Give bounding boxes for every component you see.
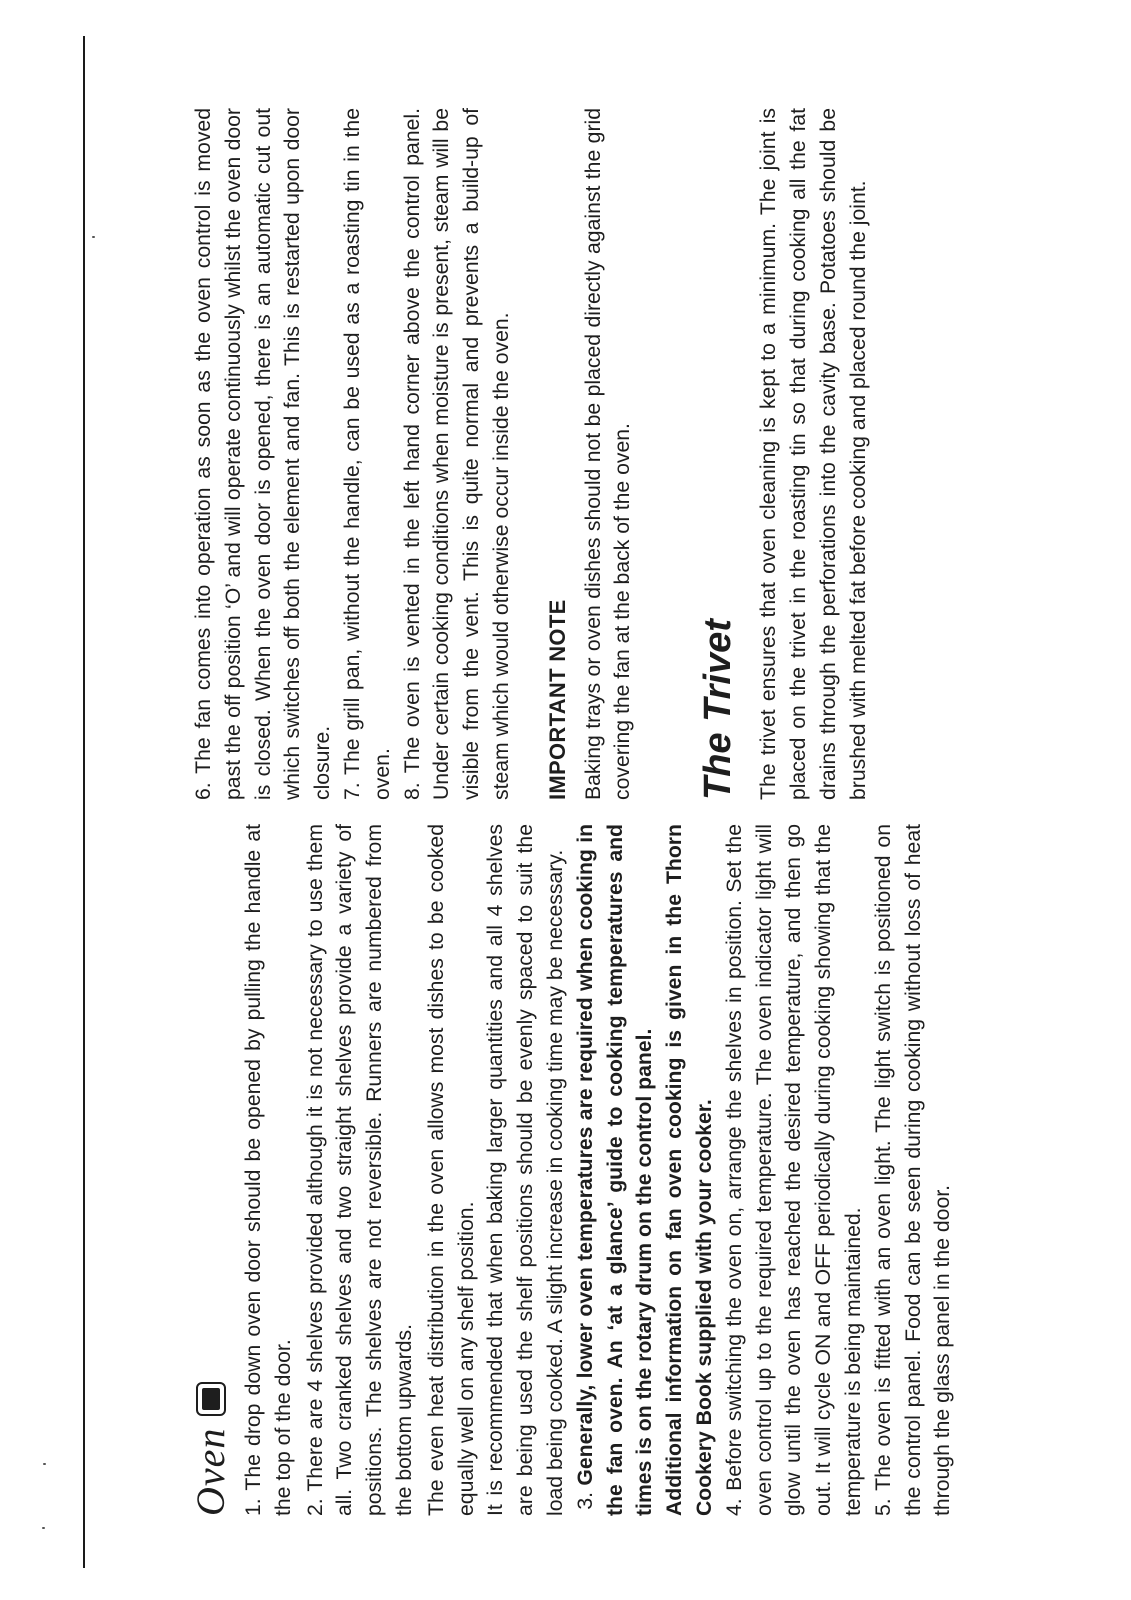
oven-heading bbox=[189, 824, 233, 1516]
oven-step-1: 1. The drop down oven door should be opened by pulling the handle at the top of the door. bbox=[241, 824, 295, 1516]
important-note-text: Baking trays or oven dishes should not be placed directly against the grid covering the fan at the back of the oven. bbox=[581, 108, 634, 800]
scan-speck bbox=[42, 1527, 45, 1529]
scan-speck bbox=[43, 1463, 46, 1465]
oven-step-3-bold: Generally, lower oven temperatures are required when cooking in the fan oven. An ‘at a glance’ guide to cooking temperatures and times is on the rotary drum on the control panel. bbox=[573, 823, 656, 1516]
oven-step-3 bbox=[570, 824, 659, 1516]
oven-title: Oven bbox=[187, 1427, 233, 1516]
oven-step-6: 6. The fan comes into operation as soon as the oven control is moved past the off position ‘O’ and will operate continuously whilst the oven door is closed. When the oven door is opened, there is an automatic cut out which switches off both the element and fan. This is restarted upon door closure. bbox=[191, 108, 334, 800]
important-note-heading: IMPORTANT NOTE bbox=[544, 599, 570, 800]
oven-step-8: 8. The oven is vented in the left hand corner above the control panel. Under certain cooking conditions when moisture is present, steam will be visible from the vent. This is quite normal and prevents a build-up of steam which would otherwise occur inside the oven. bbox=[400, 108, 513, 800]
margin-rule bbox=[83, 36, 85, 1568]
right-column bbox=[189, 108, 1011, 800]
oven-icon bbox=[196, 1382, 226, 1416]
oven-step-2: 2. There are 4 shelves provided although it is not necessary to use them all. Two cranked shelves and two straight shelves provide a variety of positions. The shelves are not reversible. Runners are numbered from the bottom upwards. bbox=[303, 824, 416, 1516]
oven-step-3-number: 3. bbox=[573, 1491, 597, 1510]
trivet-text: The trivet ensures that oven cleaning is kept to a minimum. The joint is placed on the trivet in the roasting tin so that during cooking all the fat drains through the perforations into the cavity base. Potatoes should be brushed with melted fat before cooking and placed round the joint. bbox=[756, 108, 870, 800]
oven-additional-info: Additional information on fan oven cooking is given in the Thorn Cookery Book supplied with your cooker. bbox=[662, 824, 716, 1516]
oven-shelf-recommendation: It is recommended that when baking larger quantities and all 4 shelves are being used the shelf positions should be evenly spaced to suit the load being cooked. A slight increase in cooking time may be necessary. bbox=[483, 824, 567, 1516]
trivet-title: The Trivet bbox=[696, 619, 739, 800]
oven-step-4: 4. Before switching the oven on, arrange the shelves in position. Set the oven control up to the required temperature. The oven indicator light will glow until the oven has reached the desired temperature, and then go out. It will cycle ON and OFF periodically during cooking showing that the temperature is being maintained. bbox=[722, 824, 865, 1516]
manual-page bbox=[91, 38, 1041, 1562]
oven-step-7: 7. The grill pan, without the handle, can be used as a roasting tin in the oven. bbox=[340, 108, 394, 800]
oven-even-heat-paragraph: The even heat distribution in the oven allows most dishes to be cooked equally well on any shelf position. bbox=[424, 824, 478, 1516]
oven-step-5: 5. The oven is fitted with an oven light. The light switch is positioned on the control panel. Food can be seen during cooking without loss of heat through the glass panel in the door. bbox=[871, 824, 954, 1516]
left-column bbox=[189, 824, 1011, 1516]
